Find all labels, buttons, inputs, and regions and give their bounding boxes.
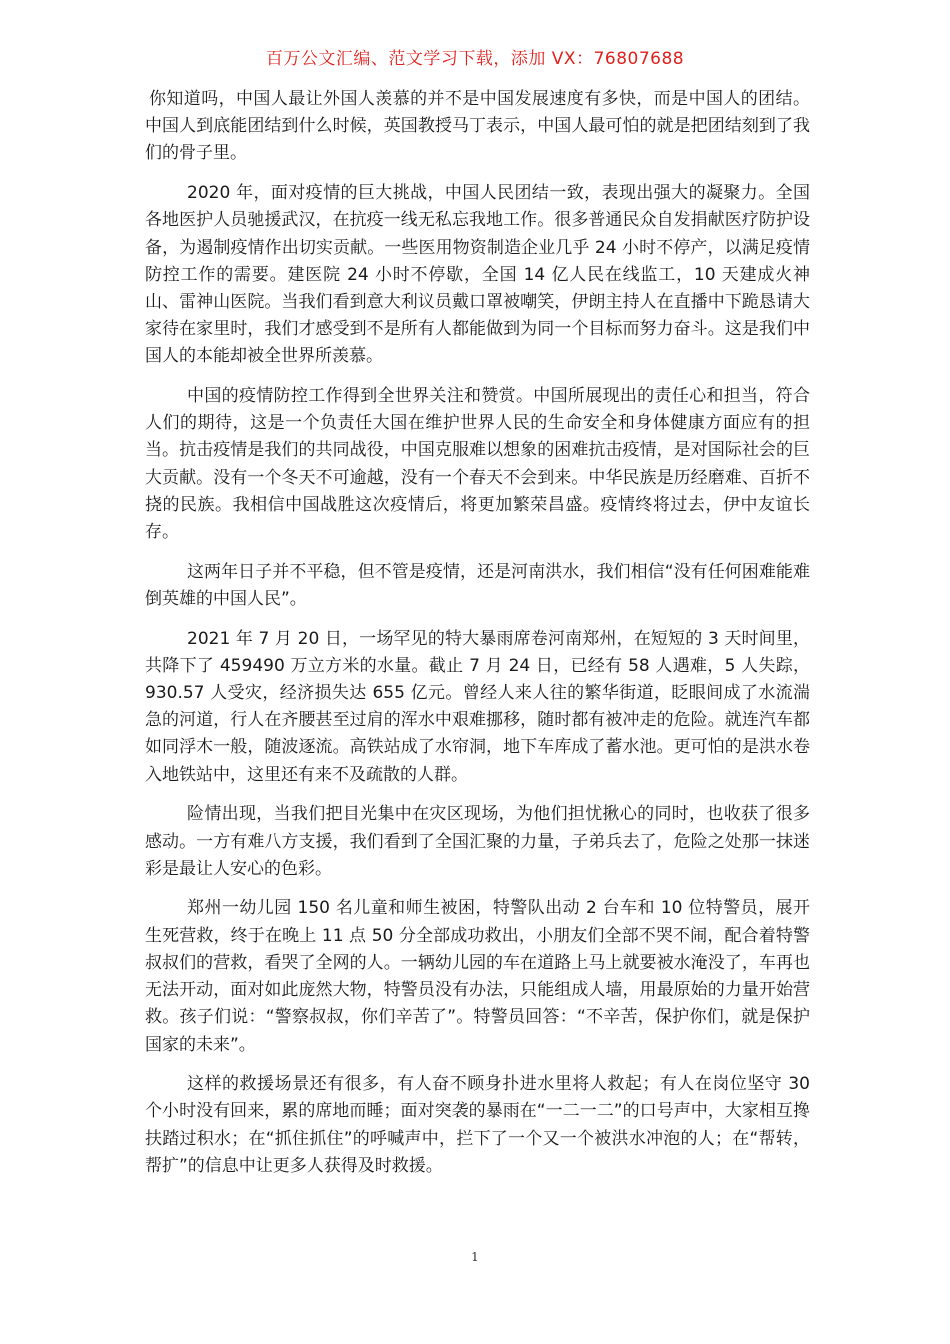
paragraph: 你知道吗，中国人最让外国人羡慕的并不是中国发展速度有多快，而是中国人的团结。中国人到底能团结到什么时候，英国教授马丁表示，中国人最可怕的就是把团结刻到了我们的骨子里。 [145, 89, 810, 164]
paragraph: 郑州一幼儿园 150 名儿童和师生被困，特警队出动 2 台车和 10 位特警员，展开生死营救，终于在晚上 11 点 50 分全部成功救出，小朋友们全部不哭不闹，配合着特警叔叔们的营救，看哭了全网的人。一辆幼儿园的车在道路上马上就要被水淹没了，车再也无法开动，面对如此庞然大物，特警员没有办法，只能组成人墙，用最原始的力量开始营救。孩子们说：“警察叔叔，你们辛苦了”。特警员回答：“不辛苦，保护你们，就是保护国家的未来”。 [145, 898, 810, 1055]
paragraph: 2021 年 7 月 20 日，一场罕见的特大暴雨席卷河南郑州，在短短的 3 天时间里，共降下了 459490 万立方米的水量。截止 7 月 24 日，已经有 58 人遇难，5 人失踪，930.57 人受灾，经济损失达 655 亿元。曾经人来人往的繁华街道，眨眼间成了水流湍急的河道，行人在齐腰甚至过肩的浑水中艰难挪移，随时都有被冲走的危险。就连汽车都如同浮木一般，随波逐流。高铁站成了水帘洞，地下车库成了蓄水池。更可怕的是洪水卷入地铁站中，这里还有来不及疏散的人群。 [145, 628, 810, 785]
page-number: 1 [471, 1250, 479, 1264]
document-body [145, 86, 810, 1193]
paragraph: 2020 年，面对疫情的巨大挑战，中国人民团结一致，表现出强大的凝聚力。全国各地医护人员驰援武汉，在抗疫一线无私忘我地工作。很多普通民众自发捐献医疗防护设备，为遏制疫情作出切实贡献。一些医用物资制造企业几乎 24 小时不停产，以满足疫情防控工作的需要。建医院 24 小时不停歇，全国 14 亿人民在线监工，10 天建成火神山、雷神山医院。当我们看到意大利议员戴口罩被嘲笑，伊朗主持人在直播中下跪恳请大家待在家里时，我们才感受到不是所有人都能做到为同一个目标而努力奋斗。这是我们中国人的本能却被全世界所羡慕。 [145, 183, 810, 367]
paragraph: 这样的救援场景还有很多，有人奋不顾身扑进水里将人救起；有人在岗位坚守 30 个小时没有回来，累的席地而睡；面对突袭的暴雨在“一二一二”的口号声中，大家相互搀扶踏过积水；在“抓住抓住”的呼喊声中，拦下了一个又一个被洪水冲泡的人；在“帮转，帮扩”的信息中让更多人获得及时救援。 [145, 1074, 810, 1176]
paragraph: 险情出现，当我们把目光集中在灾区现场，为他们担忧揪心的同时，也收获了很多感动。一方有难八方支援，我们看到了全国汇聚的力量，子弟兵去了，危险之处那一抹迷彩是最让人安心的色彩。 [145, 804, 810, 879]
header-banner: 百万公文汇编、范文学习下载，添加 VX：76807688 [265, 49, 685, 69]
paragraph: 中国的疫情防控工作得到全世界关注和赞赏。中国所展现出的责任心和担当，符合人们的期待，这是一个负责任大国在维护世界人民的生命安全和身体健康方面应有的担当。抗击疫情是我们的共同战役，中国克服难以想象的困难抗击疫情，是对国际社会的巨大贡献。没有一个冬天不可逾越，没有一个春天不会到来。中华民族是历经磨难、百折不挠的民族。我相信中国战胜这次疫情后，将更加繁荣昌盛。疫情终将过去，伊中友谊长存。 [145, 386, 810, 543]
paragraph: 这两年日子并不平稳，但不管是疫情，还是河南洪水，我们相信“没有任何困难能难倒英雄的中国人民”。 [145, 561, 810, 609]
